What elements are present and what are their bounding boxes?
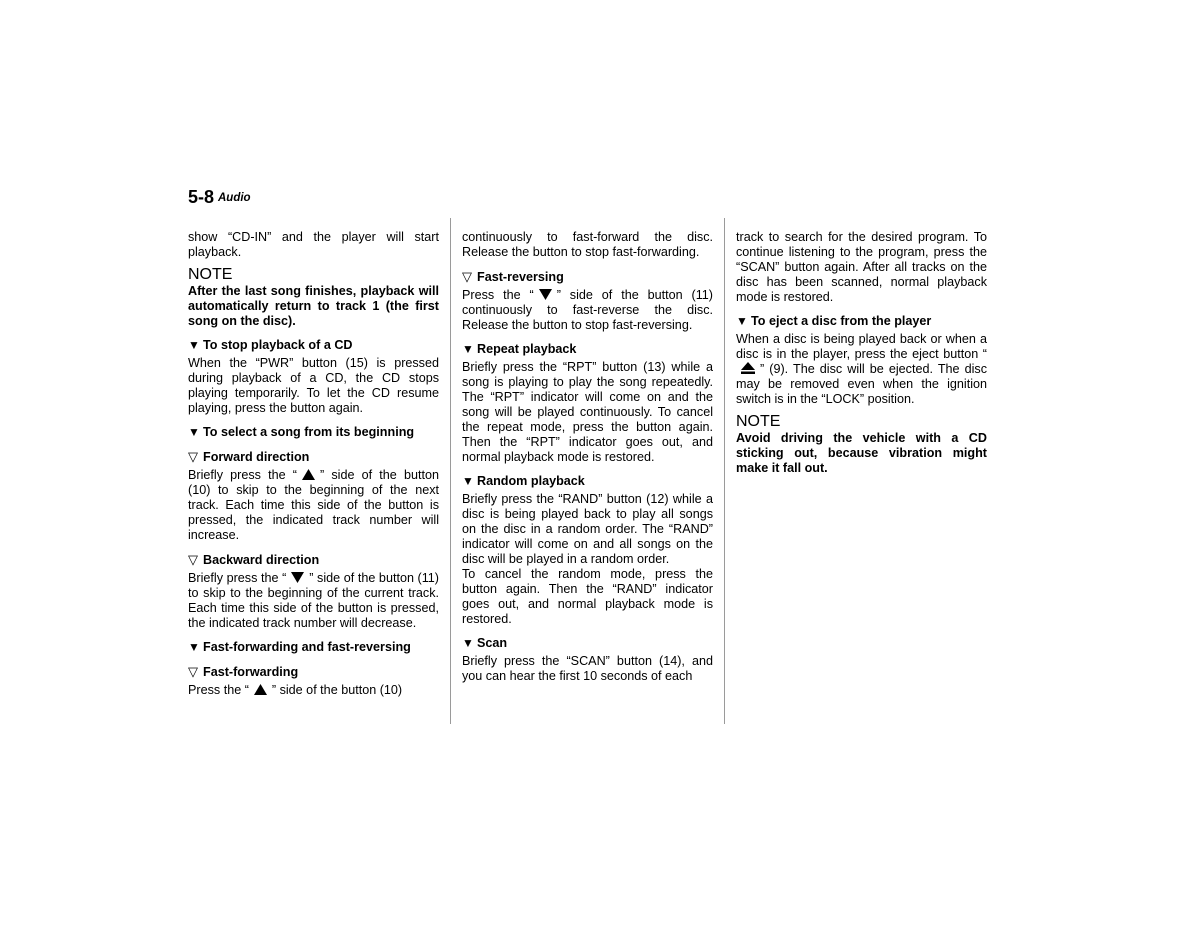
paragraph: When the “PWR” button (15) is pressed during playback of a CD, the CD stops playing temporarily. To let the CD resume playing, press the button again. [188, 356, 439, 415]
outline-triangle-icon: ▽ [188, 449, 198, 464]
filled-triangle-icon: ▼ [462, 636, 474, 650]
paragraph: show “CD-IN” and the player will start playback. [188, 230, 439, 259]
section-title: Audio [218, 192, 251, 204]
filled-triangle-icon: ▼ [188, 640, 200, 654]
text-run: Briefly press the “ [188, 468, 297, 482]
paragraph: Briefly press the “RAND” button (12) while a disc is being played back to play all songs on the disc in a random order. The “RAND” indicator will come on and all songs on the disc will be played in a random order. [462, 492, 713, 566]
text-run: Press the “ [462, 288, 534, 302]
text-run: ” side of the button (11) continuously to fast-reverse the disc. Release the button to stop fast-reversing. [462, 288, 713, 332]
subsection-heading [188, 449, 439, 465]
paragraph [188, 683, 439, 698]
paragraph [188, 468, 439, 543]
heading-text: Scan [477, 636, 508, 650]
filled-triangle-icon: ▼ [736, 314, 748, 328]
note-title: NOTE [188, 266, 233, 283]
paragraph: track to search for the desired program. To continue listening to the program, press the “SCAN” button again. After all tracks on the disc has been scanned, normal playback mode is restored. [736, 230, 987, 304]
filled-triangle-icon: ▼ [188, 338, 200, 352]
subsection-heading [188, 552, 439, 568]
text-column-2 [462, 230, 713, 684]
heading-text: To eject a disc from the player [751, 314, 932, 328]
outline-triangle-icon: ▽ [462, 269, 472, 284]
heading-text: Forward direction [203, 450, 310, 464]
section-heading [462, 636, 713, 651]
up-arrow-icon [302, 469, 315, 480]
text-run: ” side of the button (10) to skip to the beginning of the next track. Each time this side of the button is pressed, the indicated track number will increase. [188, 468, 439, 542]
section-heading [188, 338, 439, 353]
text-run: When a disc is being played back or when a disc is in the player, press the eject button “ [736, 332, 987, 361]
column-divider [724, 218, 725, 724]
text-run: ” side of the button (10) [271, 683, 403, 697]
section-heading [462, 474, 713, 489]
note-body: Avoid driving the vehicle with a CD sticking out, because vibration might make it fall out. [736, 431, 987, 475]
section-heading [462, 342, 713, 357]
heading-text: Repeat playback [477, 342, 577, 356]
paragraph: Briefly press the “SCAN” button (14), and you can hear the first 10 seconds of each [462, 654, 713, 683]
paragraph [736, 332, 987, 407]
heading-text: To select a song from its beginning [203, 425, 415, 439]
filled-triangle-icon: ▼ [188, 425, 200, 439]
heading-text: Fast-reversing [477, 270, 564, 284]
outline-triangle-icon: ▽ [188, 552, 198, 567]
filled-triangle-icon: ▼ [462, 342, 474, 356]
section-heading [188, 640, 439, 655]
heading-text: To stop playback of a CD [203, 338, 353, 352]
heading-text: Fast-forwarding [203, 665, 299, 679]
text-column-1 [188, 230, 439, 698]
subsection-heading [188, 664, 439, 680]
text-run: Press the “ [188, 683, 249, 697]
text-run: ” (9). The disc will be ejected. The disc may be removed even when the ignition switch is in the “LOCK” position. [736, 362, 987, 406]
heading-text: Fast-forwarding and fast-reversing [203, 640, 411, 654]
paragraph: To cancel the random mode, press the button again. Then the “RAND” indicator goes out, and normal playback mode is restored. [462, 567, 713, 626]
paragraph: Briefly press the “RPT” button (13) while a song is playing to play the song repeatedly. The “RPT” indicator will come on and the song will be played continuously. To cancel the repeat mode, press the button again. Then the “RPT” indicator goes out, and normal playback mode is restored. [462, 360, 713, 464]
text-column-3 [736, 230, 987, 476]
subsection-heading [462, 269, 713, 285]
eject-icon [741, 362, 755, 374]
text-run: Briefly press the “ [188, 571, 287, 585]
header-rule [188, 195, 987, 200]
note-title: NOTE [736, 413, 781, 430]
paragraph: continuously to fast-forward the disc. Release the button to stop fast-forwarding. [462, 230, 713, 259]
page-number: 5-8 [188, 187, 215, 207]
up-arrow-icon [254, 684, 267, 695]
paragraph [188, 571, 439, 631]
section-heading [188, 425, 439, 440]
text-run: ” side of the button (11) to skip to the beginning of the current track. Each time this side of the button is pressed, the indicated track number will decrease. [188, 571, 440, 630]
heading-text: Random playback [477, 474, 585, 488]
paragraph [462, 288, 713, 333]
heading-text: Backward direction [203, 553, 320, 567]
section-heading [736, 314, 987, 329]
page-header [188, 186, 988, 210]
outline-triangle-icon: ▽ [188, 664, 198, 679]
note-body: After the last song finishes, playback will automatically return to track 1 (the first song on the disc). [188, 284, 439, 328]
down-arrow-icon [539, 289, 552, 300]
column-divider [450, 218, 451, 724]
filled-triangle-icon: ▼ [462, 474, 474, 488]
down-arrow-icon [291, 572, 304, 583]
